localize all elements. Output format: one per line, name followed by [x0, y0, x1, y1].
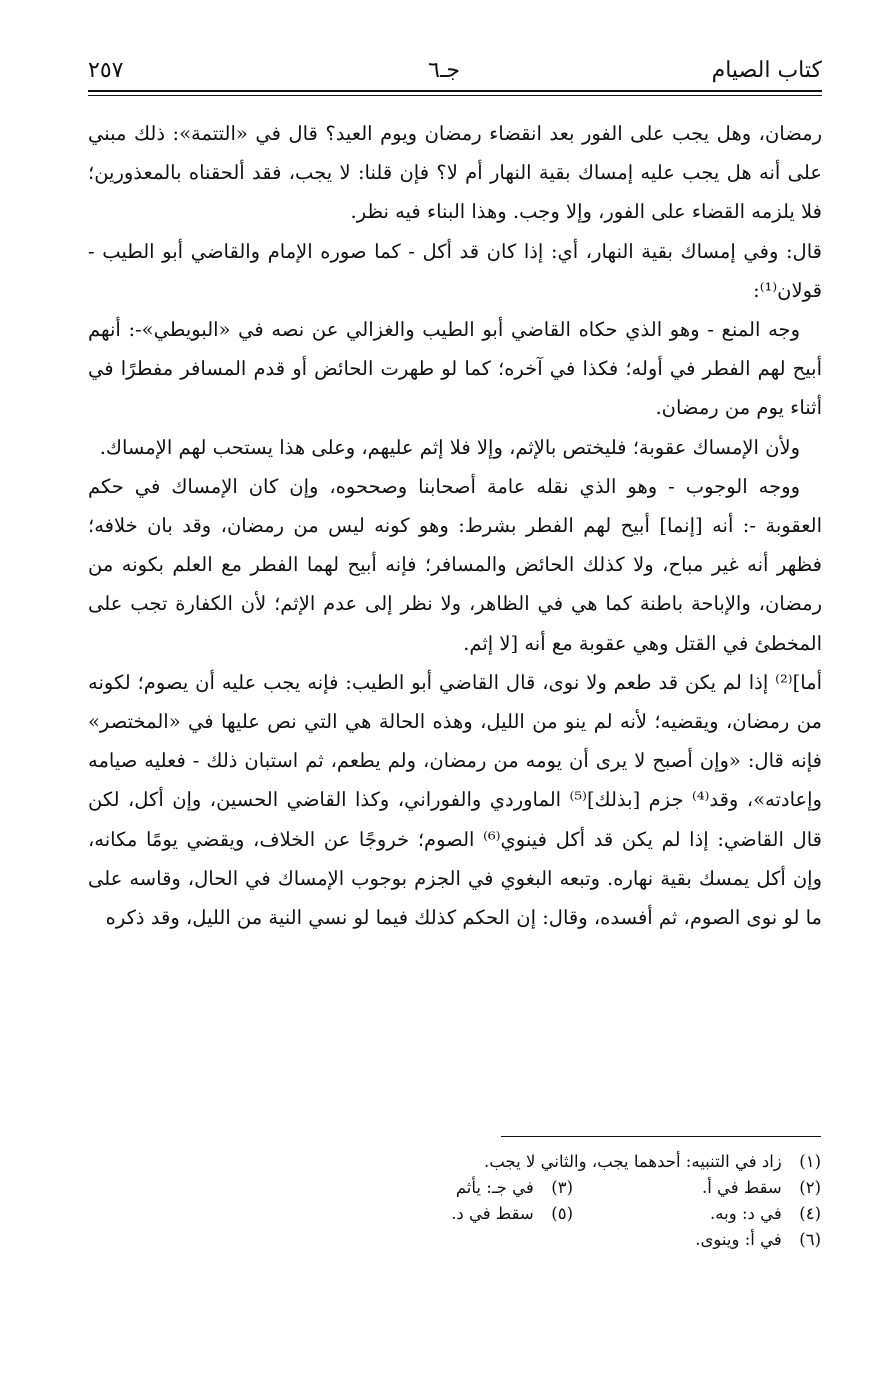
volume-label: جـ٦ — [428, 58, 460, 83]
footnote-4 — [573, 1201, 821, 1227]
footnote-text: زاد في التنبيه: أحدهما يجب، والثاني لا يجب. — [484, 1152, 782, 1171]
footnote-text: في د: وبه. — [710, 1204, 782, 1223]
footnote-5 — [451, 1201, 573, 1227]
footnote-number: (٦) — [799, 1230, 821, 1249]
footnote-2 — [573, 1175, 821, 1201]
footnote-text: في جـ: يأثم — [455, 1178, 534, 1197]
footnote-1 — [484, 1149, 821, 1175]
footnote-text: سقط في أ. — [701, 1178, 782, 1197]
header-rule-thick — [88, 90, 822, 92]
paragraph: ولأن الإمساك عقوبة؛ فليختص بالإثم، وإلا فلا إثم عليهم، وعلى هذا يستحب لهم الإمساك. — [99, 435, 800, 459]
footnote-number: (٤) — [799, 1204, 821, 1223]
footnote-text: في أ: وينوى. — [695, 1230, 782, 1249]
header-rule-thin — [88, 95, 822, 96]
page-header — [88, 54, 822, 88]
footnote-row — [261, 1149, 821, 1175]
footnote-3 — [456, 1175, 573, 1201]
page-number: ٢٥٧ — [88, 58, 124, 83]
footnote-number: (٣) — [551, 1178, 573, 1197]
footnotes — [261, 1149, 821, 1253]
footnote-number: (٢) — [799, 1178, 821, 1197]
paragraph: قال: وفي إمساك بقية النهار، أي: إذا كان قد أكل - كما صوره الإمام والقاضي أبو الطيب - قولان⁽¹⁾: — [88, 239, 822, 302]
paragraph: ووجه الوجوب - وهو الذي نقله عامة أصحابنا وصححوه، وإن كان الإمساك في حكم العقوبة -: أنه [إنما] أبيح لهم الفطر بشرط: وهو كونه ليس من رمضان، وقد بان خلافه؛ فظهر أنه غير مباح، ولا كذلك الحائض والمسافر؛ فإنه أبيح لهما الفطر مع العلم بكونه من رمضان، والإباحة باطنة كما هي في الظاهر، ولا نظر إلى عدم الإثم؛ لأن الكفارة تجب على المخطئ في القتل وهي عقوبة مع أنه [لا إثم. — [88, 474, 822, 655]
footnote-number: (١) — [799, 1152, 821, 1171]
footnote-row — [261, 1201, 821, 1227]
paragraph: وجه المنع - وهو الذي حكاه القاضي أبو الطيب والغزالي عن نصه في «البويطي»-: أنهم أبيح لهم الفطر في أوله؛ فكذا في آخره؛ كما لو طهرت الحائض أو قدم المسافر مفطرًا في أثناء يوم من رمضان. — [88, 318, 822, 420]
footnote-6 — [695, 1227, 821, 1253]
footnote-divider — [501, 1136, 821, 1137]
main-text — [88, 114, 822, 937]
footnote-number: (٥) — [551, 1204, 573, 1223]
footnote-text: سقط في د. — [451, 1204, 534, 1223]
book-title: كتاب الصيام — [711, 58, 822, 83]
footnote-row — [261, 1175, 821, 1201]
footnote-row — [261, 1227, 821, 1253]
paragraph: أما]⁽²⁾ إذا لم يكن قد طعم ولا نوى، قال القاضي أبو الطيب: فإنه يجب عليه أن يصوم؛ لكونه من رمضان، ويقضيه؛ لأنه لم ينو من الليل، وهذه الحالة هي التي نص عليها في «المختصر» فإنه قال: «وإن أصبح لا يرى أن يومه من رمضان، ولم يطعم، ثم استبان ذلك - فعليه صيامه وإعادته»، وقد⁽⁴⁾ جزم [بذلك]⁽⁵⁾ الماوردي والفوراني، وكذا القاضي الحسين، وإن أكل، لكن قال القاضي: إذا لم يكن قد أكل فينوي⁽⁶⁾ الصوم؛ خروجًا عن الخلاف، ويقضي يومًا مكانه، وإن أكل يمسك بقية نهاره. وتبعه البغوي في الجزم بوجوب الإمساك في الحال، وقاسه على ما لو نوى الصوم، ثم أفسده، وقال: إن الحكم كذلك فيما لو نسي النية من الليل، وقد ذكره — [88, 670, 822, 930]
paragraph: رمضان، وهل يجب على الفور بعد انقضاء رمضان ويوم العيد؟ قال في «التتمة»: ذلك مبني على أنه هل يجب عليه إمساك بقية النهار أم لا؟ فإن قلنا: لا يجب، فقد ألحقناه بالمعذورين؛ فلا يلزمه القضاء على الفور، وإلا وجب. وهذا البناء فيه نظر. — [88, 122, 822, 224]
